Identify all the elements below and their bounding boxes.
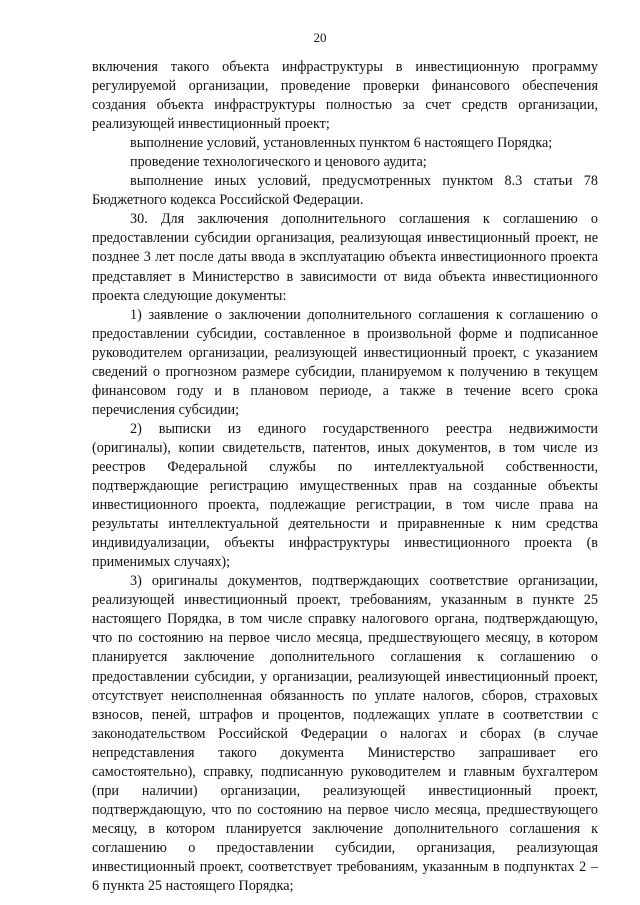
paragraph-condition-3: выполнение иных условий, предусмотренных пунктом 8.3 статьи 78 Бюджетного кодекса Российской Федерации.: [92, 173, 598, 209]
paragraph-clause-30: 30. Для заключения дополнительного соглашения к соглашению о предоставлении субсидии организация, реализующая инвестиционный проект, не позднее 3 лет после даты ввода в эксплуатацию объекта инвестиционного проекта представляет в Министерство в зависимости от вида объекта инвестиционного проекта следующие документы:: [92, 211, 598, 304]
paragraph-continuation: включения такого объекта инфраструктуры в инвестиционную программу регулируемой организации, проведение проверки финансового обеспечения создания объекта инфраструктуры полностью за счет средств организации, реализующей инвестиционный проект;: [92, 59, 598, 133]
page-number: 20: [313, 30, 327, 45]
paragraph-item-1: 1) заявление о заключении дополнительного соглашения к соглашению о предоставлении субсидии, составленное в произвольной форме и подписанное руководителем организации, реализующей инвестиционный проект, с указанием сведений о прогнозном размере субсидии, планируемом к получению в текущем финансовом году и в плановом периоде, а также в течение всего срока перечисления субсидии;: [92, 306, 598, 418]
paragraph-condition-1: выполнение условий, установленных пунктом 6 настоящего Порядка;: [130, 135, 553, 152]
paragraph-item-2: 2) выписки из единого государственного реестра недвижимости (оригиналы), копии свидетельств, патентов, иных документов, в том числе из реестров Федеральной службы по интеллектуальной собственности, подтверждающие регистрацию имущественных прав на созданные объекты инвестиционного проекта, подлежащие регистрации, в том числе права на результаты интеллектуальной деятельности и приравненные к ним средства индивидуализации, объекты инфраструктуры инвестиционного проекта (в применимых случаях);: [92, 420, 598, 571]
paragraph-item-3: 3) оригиналы документов, подтверждающих соответствие организации, реализующей инвестиционный проект, требованиям, указанным в пункте 25 настоящего Порядка, в том числе справку налогового органа, подтверждающую, что по состоянию на первое число месяца, предшествующего месяцу, в котором планируется заключение дополнительного соглашения к соглашению о предоставлении субсидии, у организации, реализующей инвестиционный проект, отсутствует неисполненная обязанность по уплате налогов, сборов, страховых взносов, пеней, штрафов и процентов, подлежащих уплате в соответствии с законодательством Российской Федерации о налогах и сборах (в случае непредставления такого документа Министерство запрашивает его самостоятельно), справку, подписанную руководителем и главным бухгалтером (при наличии) организации, реализующей инвестиционный проект, подтверждающую, что по состоянию на первое число месяца, предшествующего месяцу, в котором планируется заключение дополнительного соглашения к соглашению о предоставлении субсидии, организация, реализующая инвестиционный проект, соответствует требованиям, указанным в подпунктах 2 – 6 пункта 25 настоящего Порядка;: [92, 573, 598, 895]
paragraph-condition-2: проведение технологического и ценового аудита;: [130, 154, 427, 171]
document-body: [92, 58, 598, 896]
